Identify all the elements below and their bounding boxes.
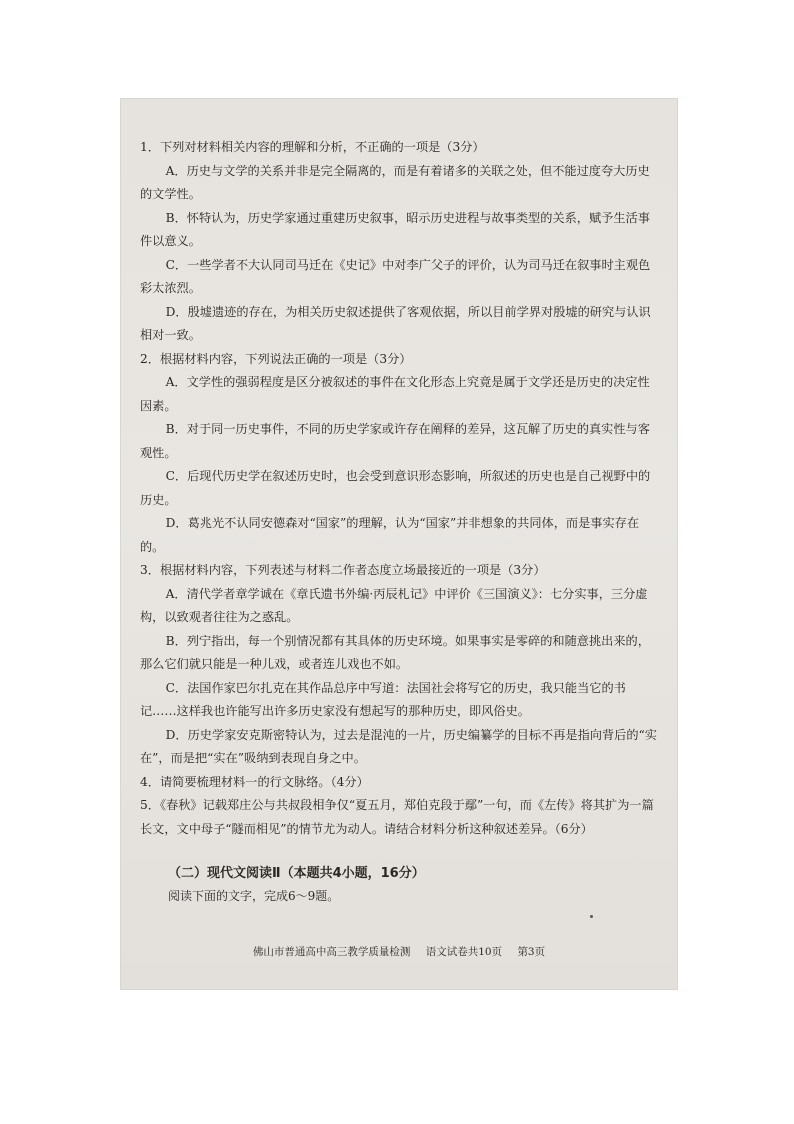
page-count: 语文试卷共10页 — [425, 946, 503, 958]
question-4 — [140, 771, 658, 795]
question-stem: 3．根据材料内容，下列表述与材料二作者态度立场最接近的一项是（3分） — [140, 563, 546, 577]
option-a: A．清代学者章学诚在《章氏遗书外编·丙辰札记》中评价《三国演义》：七分实事，三分虚构，以致观者往往为之惑乱。 — [140, 586, 648, 624]
option-c: C．法国作家巴尔扎克在其作品总序中写道：法国社会将写它的历史，我只能当它的书记……这样我也许能写出许多历史家没有想起写的那种历史，即风俗史。 — [140, 680, 626, 718]
page-footer — [120, 944, 678, 959]
option-d: D．殷墟遗迹的存在，为相关历史叙述提供了客观依据，所以目前学界对殷墟的研究与认识相对一致。 — [140, 304, 651, 342]
section-title: （二）现代文阅读Ⅱ（本题共4小题，16分） — [168, 866, 425, 881]
option-b: B．怀特认为，历史学家通过重建历史叙事，昭示历史进程与故事类型的关系，赋予生活事件以意义。 — [140, 210, 650, 248]
question-stem: 2．根据材料内容，下列说法正确的一项是（3分） — [140, 351, 412, 366]
question-5 — [140, 794, 658, 841]
section-instruction: 阅读下面的文字，完成6～9题。 — [168, 889, 340, 903]
option-a: A．文学性的强弱程度是区分被叙述的事件在文化形态上究竟是属于文学还是历史的决定性因素。 — [140, 375, 650, 413]
exam-name: 佛山市普通高中高三教学质量检测 — [252, 946, 411, 958]
option-a: A．历史与文学的关系并非是完全隔离的，而是有着诸多的关联之处，但不能过度夸大历史的文学性。 — [140, 163, 650, 201]
option-b: B．列宁指出，每一个别情况都有其具体的历史环境。如果事实是零碎的和随意挑出来的，那么它们就只能是一种儿戏，或者连儿戏也不如。 — [140, 633, 650, 671]
exam-paper-page — [120, 98, 678, 990]
option-c: C．后现代历史学在叙述历史时，也会受到意识形态影响，所叙述的历史也是自己视野中的历史。 — [140, 469, 651, 507]
question-2 — [140, 348, 658, 560]
option-b: B．对于同一历史事件，不同的历史学家或许存在阐释的差异，这瓦解了历史的真实性与客观性。 — [140, 422, 650, 460]
option-d: D．葛兆光不认同安德森对“国家”的理解，认为“国家”并非想象的共同体，而是事实存在的。 — [140, 516, 640, 554]
page-content — [140, 136, 658, 907]
question-stem: 5．《春秋》记载郑庄公与共叔段相争仅“夏五月，郑伯克段于鄢”一句，而《左传》将其扩为一篇长文，文中母子“隧而相见”的情节尤为动人。请结合材料分析这种叙述差异。（6分） — [140, 798, 654, 836]
ink-dot — [590, 915, 593, 918]
question-1 — [140, 136, 658, 348]
option-d: D．历史学家安克斯密特认为，过去是混沌的一片，历史编纂学的目标不再是指向背后的“实在”，而是把“实在”吸纳到表现自身之中。 — [140, 727, 657, 765]
question-stem: 4．请简要梳理材料一的行文脉络。（4分） — [140, 774, 369, 789]
page-number: 第3页 — [517, 946, 546, 958]
question-stem: 1．下列对材料相关内容的理解和分析，不正确的一项是（3分） — [140, 140, 485, 154]
question-3 — [140, 559, 658, 771]
option-c: C．一些学者不大认同司马迁在《史记》中对李广父子的评价，认为司马迁在叙事时主观色彩太浓烈。 — [140, 257, 651, 295]
